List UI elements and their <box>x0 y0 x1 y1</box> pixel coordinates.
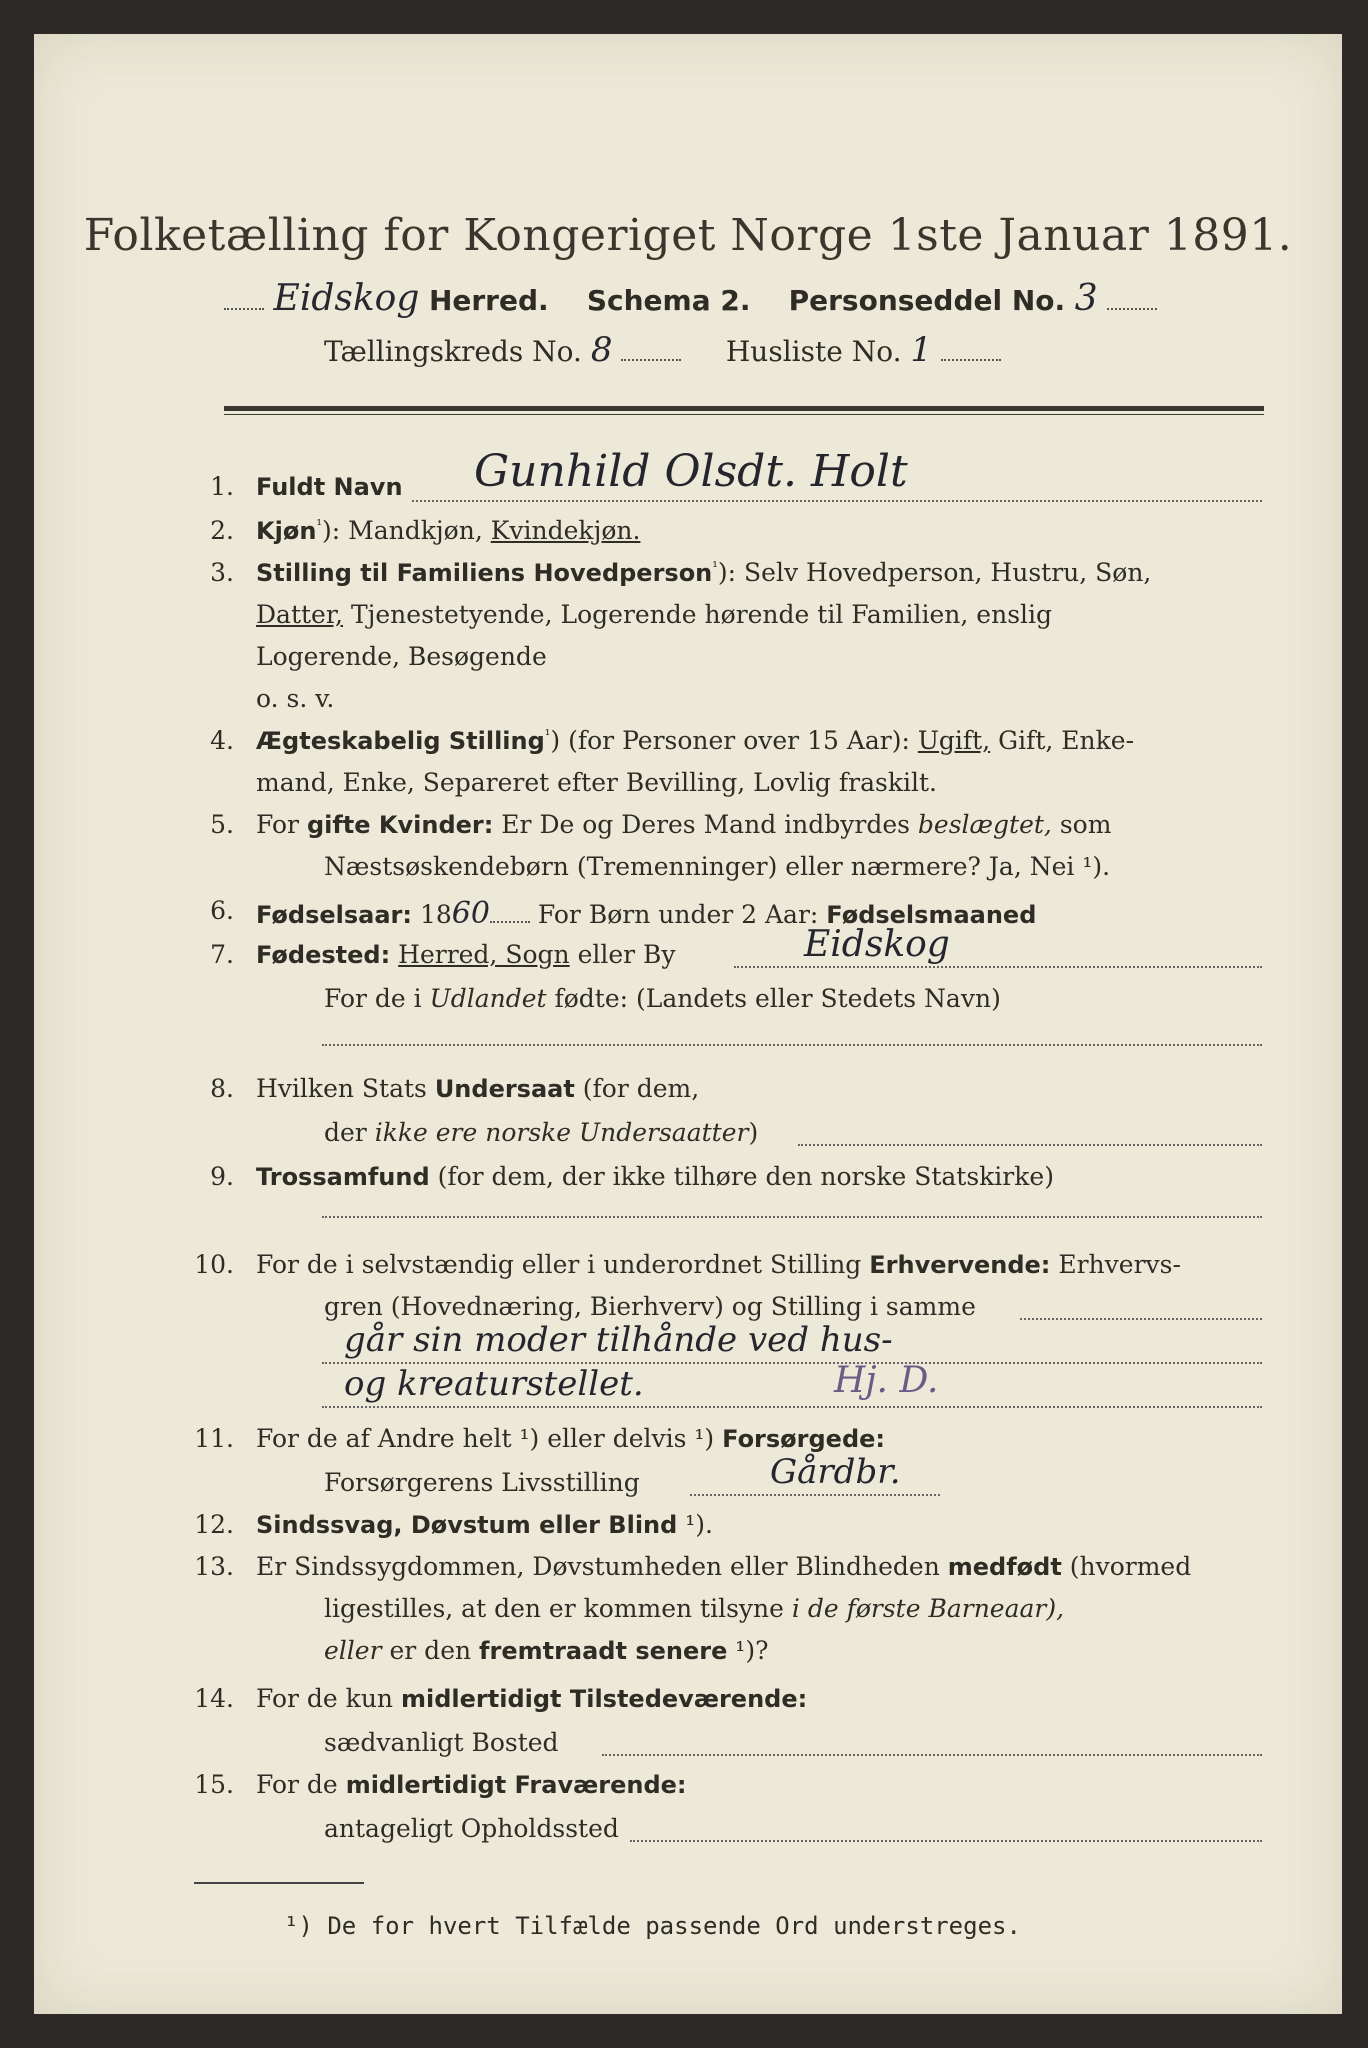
item-7-line2 <box>324 984 1001 1013</box>
item-number: 11. <box>194 1424 234 1453</box>
header-rule <box>224 406 1264 411</box>
medfodt-text5: ¹)? <box>727 1636 769 1665</box>
fodselsaar-text: For Børn under 2 Aar: <box>529 900 827 929</box>
fravaer-label: midlertidigt Fraværende: <box>345 1771 687 1799</box>
item-number: 12. <box>194 1510 234 1539</box>
erhverv-label: Erhvervende: <box>869 1251 1051 1279</box>
item-15-line2: antageligt Opholdssted <box>324 1814 619 1843</box>
personseddel-label: Personseddel No. <box>788 284 1066 317</box>
senere-label: fremtraadt senere <box>479 1637 728 1665</box>
fodested-label: Fødested: <box>256 941 391 969</box>
stilling-text2: Tjenestetyende, Logerende hørende til Familien, enslig <box>343 600 1053 629</box>
udland-italic: Udlandet <box>429 984 547 1013</box>
forsorger-answer: Gårdbr. <box>770 1452 901 1492</box>
header-rule-thin <box>224 414 1264 415</box>
gifte-text2: som <box>1051 810 1112 839</box>
item-4-line2: mand, Enke, Separeret efter Bevilling, Lovlig fraskilt. <box>256 768 937 797</box>
aegteskab-text: ) (for Personer over 15 Aar): <box>550 726 918 755</box>
fill-line <box>322 1044 1262 1046</box>
kreds-line <box>324 330 1001 370</box>
sindssvag-label: Sindssvag, Døvstum eller Blind <box>256 1511 678 1539</box>
item-3-line4: o. s. v. <box>256 684 335 713</box>
item-14-line2: sædvanligt Bosted <box>324 1728 559 1757</box>
stat-italic: ikke ere norske Undersaatter <box>374 1118 749 1147</box>
fill-line <box>412 500 1262 502</box>
kjon-text: ): Mandkjøn, <box>322 516 491 545</box>
medfodt-italic2: eller <box>324 1636 382 1665</box>
herred-line <box>224 278 1157 319</box>
fodested-selected: Herred, Sogn <box>398 940 570 969</box>
fill-line <box>602 1754 1262 1756</box>
husliste-label: Husliste No. <box>725 335 902 368</box>
medfodt-text4: er den <box>381 1636 480 1665</box>
sindssvag-text: ¹). <box>677 1510 713 1539</box>
fravaer-text: For de <box>256 1770 346 1799</box>
item-number: 8. <box>210 1074 234 1103</box>
item-8-line2 <box>324 1118 758 1147</box>
fuldt-navn-label: Fuldt Navn <box>256 473 403 501</box>
item-number: 3. <box>210 558 234 587</box>
kjon-label: Kjøn <box>256 517 317 545</box>
gifte-label: gifte Kvinder: <box>306 811 494 839</box>
census-form-sheet: Folketælling for Kongeriget Norge 1ste Januar 1891. Eidskog Herred. Schema 2. Personseddel No. 3 Tællingskreds No. 8 Husliste No. 1 1. Fuldt Navn Gunhild Olsdt. Holt 2. Kjøn$^{^1}$): Mandkjøn, Kvindekjøn. 3. Stilling til Familiens Hovedperson$^{^1}$): Selv Hovedperson, Hustru, Søn, Datter, Tjenestetyende, Logerende hørende til Familien, enslig Logerende, Besøgende o. s. v. 4. Ægteskabelig Stilling$^{^1}$) (for Personer over 15 Aar): Ugift, Gift, Enke- mand, Enke, Separeret efter Bevilling, Lovlig fraskilt. 5. For gifte Kvinder: Er De og Deres Mand indbyrdes beslægtet, som Næstsøskendebørn (Tremenninger) eller nærmere? Ja, Nei ¹). 6. Fødselsaar: 1860 For Børn under 2 Aar: Fødselsmaaned 7. Fødested: Herred, Sogn eller By Eidskog For de i Udlandet fødte: (Landets eller Stedets Navn) 8. Hvilken Stats Undersaat (for dem, der ikke ere norske Undersaatter) 9. Trossamfund (for dem, der ikke tilhøre den norske Statskirke) 10. For de i selvstændig eller i underordnet Stilling Erhvervende: Erhvervs- gren (Hovednæring, Bierhverv) og Stilling i samme går sin moder tilhånde ved hus- og kreaturstellet. Hj. D. 11. For de af Andre helt ¹) eller delvis ¹) Forsørgede: Forsørgerens Livsstilling Gårdbr. 12. Sindssvag, Døvstum eller Blind ¹). 13. Er Sindssygdommen, Døvstumheden eller Blindheden medfødt (hvormed ligestilles, at den er kommen tilsyne i de første Barneaar), eller er den fremtraadt senere ¹)? 14. For de kun midlertidigt Tilstedeværende: sædvanligt Bosted 15. For de midlertidigt Fraværende: antageligt Opholdssted ¹) De for hvert Tilfælde passende Ord understreges. <box>34 34 1342 2014</box>
footnote-mark: ¹ <box>316 517 323 534</box>
fill-line <box>322 1216 1262 1218</box>
fodselsmaaned-label: Fødselsmaaned <box>826 901 1037 929</box>
medfodt-label: medfødt <box>947 1553 1062 1581</box>
gifte-italic: beslægtet, <box>917 810 1052 839</box>
fodested-answer: Eidskog <box>804 924 950 965</box>
tilstede-text: For de kun <box>256 1684 401 1713</box>
aegteskab-selected: Ugift, <box>917 726 991 755</box>
aegteskab-text2: Gift, Enke- <box>990 726 1135 755</box>
stilling-label: Stilling til Familiens Hovedperson <box>256 559 713 587</box>
fill-line <box>798 1144 1262 1146</box>
fodested-text: eller By <box>569 940 676 969</box>
stat-text: Hvilken Stats <box>256 1074 435 1103</box>
item-number: 14. <box>194 1684 234 1713</box>
personseddel-value: 3 <box>1074 278 1098 319</box>
herred-value: Eidskog <box>273 278 420 319</box>
erhverv-answer-1: går sin moder tilhånde ved hus- <box>344 1320 893 1360</box>
item-10-line2: gren (Hovednæring, Bierhverv) og Stilling i samme <box>324 1292 976 1321</box>
item-number: 15. <box>194 1770 234 1799</box>
item-11-line2: Forsørgerens Livsstilling <box>324 1468 640 1497</box>
stilling-selected: Datter, <box>256 600 343 629</box>
undersaat-label: Undersaat <box>434 1075 575 1103</box>
fodselsaar-label: Fødselsaar: <box>256 901 412 929</box>
gifte-text: Er De og Deres Mand indbyrdes <box>493 810 918 839</box>
item-number: 4. <box>210 726 234 755</box>
stat-text4: ) <box>748 1118 759 1147</box>
fill-line <box>322 1406 1262 1408</box>
tilstede-label: midlertidigt Tilstedeværende: <box>400 1685 808 1713</box>
item-number: 6. <box>210 896 234 925</box>
schema-label: Schema 2. <box>586 284 751 317</box>
stat-text3: der <box>324 1118 375 1147</box>
forsorget-text: For de af Andre helt ¹) eller delvis ¹) <box>256 1424 723 1453</box>
trossamfund-text: (for dem, der ikke tilhøre den norske Statskirke) <box>429 1162 1054 1191</box>
fill-line <box>630 1840 1262 1842</box>
erhverv-text: For de i selvstændig eller i underordnet Stilling <box>256 1250 870 1279</box>
forsorget-label: Forsørgede: <box>722 1425 886 1453</box>
item-number: 10. <box>194 1250 234 1279</box>
item-number: 2. <box>210 516 234 545</box>
udland-text: For de i <box>324 984 430 1013</box>
husliste-value: 1 <box>910 330 933 370</box>
gifte-prefix: For <box>256 810 299 839</box>
item-number: 13. <box>194 1552 234 1581</box>
fuldt-navn-answer: Gunhild Olsdt. Holt <box>474 446 908 497</box>
item-number: 7. <box>210 940 234 969</box>
footnote: ¹) De for hvert Tilfælde passende Ord understreges. <box>284 1912 1021 1940</box>
fodselsaar-prefix: 18 <box>412 900 452 929</box>
form-title: Folketælling for Kongeriget Norge 1ste Januar 1891. <box>83 210 1293 261</box>
erhverv-answer-2: og kreaturstellet. <box>344 1364 644 1404</box>
item-3-line2 <box>256 600 1052 629</box>
stat-text2: (for dem, <box>574 1074 700 1103</box>
fodselsaar-answer: 60 <box>451 896 490 931</box>
item-3-line3: Logerende, Besøgende <box>256 642 547 671</box>
kreds-label: Tællingskreds No. <box>324 335 582 368</box>
medfodt-text: Er Sindssygdommen, Døvstumheden eller Blindheden <box>256 1552 948 1581</box>
udland-text2: fødte: (Landets eller Stedets Navn) <box>546 984 1001 1013</box>
aegteskab-label: Ægteskabelig Stilling <box>256 727 545 755</box>
item-5-line2: Næstsøskendebørn (Tremenninger) eller nærmere? Ja, Nei ¹). <box>324 852 1111 881</box>
trossamfund-label: Trossamfund <box>256 1163 430 1191</box>
medfodt-italic: i de første Barneaar), <box>791 1594 1065 1623</box>
item-number: 1. <box>210 472 234 501</box>
kjon-selected: Kvindekjøn. <box>490 516 641 545</box>
fill-line <box>1020 1318 1262 1320</box>
fill-line <box>734 966 1262 968</box>
item-13-line3 <box>324 1636 769 1665</box>
item-13-line2 <box>324 1594 1064 1623</box>
item-number: 9. <box>210 1162 234 1191</box>
item-number: 5. <box>210 810 234 839</box>
erhverv-text2: Erhvervs- <box>1050 1250 1181 1279</box>
medfodt-text2: (hvormed <box>1061 1552 1192 1581</box>
examiner-mark: Hj. D. <box>834 1360 939 1401</box>
fill-line <box>690 1494 940 1496</box>
footnote-rule <box>194 1882 364 1884</box>
stilling-text: ): Selv Hovedperson, Hustru, Søn, <box>717 558 1152 587</box>
kreds-value: 8 <box>590 330 613 370</box>
herred-label: Herred. <box>428 284 549 317</box>
medfodt-text3: ligestilles, at den er kommen tilsyne <box>324 1594 792 1623</box>
